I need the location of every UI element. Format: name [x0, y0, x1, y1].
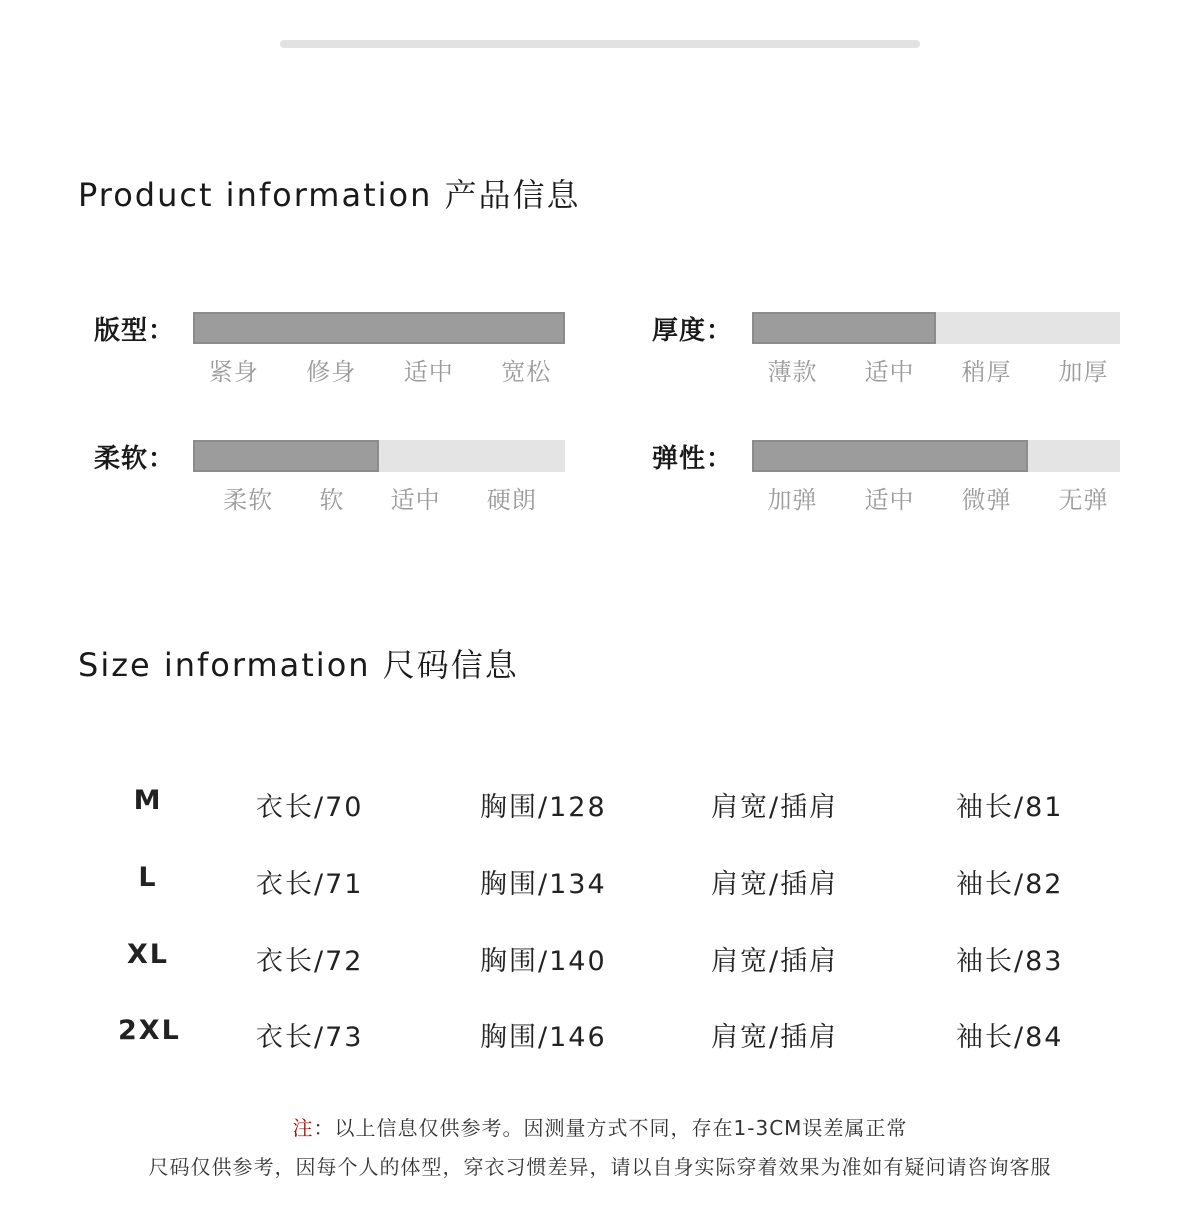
attr-thickness-bar-fill — [752, 312, 936, 344]
length-value: 衣长/71 — [256, 869, 364, 900]
note-prefix: 注 — [292, 1116, 314, 1140]
tick-label: 硬朗 — [486, 486, 537, 514]
tick-label: 宽松 — [501, 358, 552, 386]
size-row — [0, 1000, 1200, 1060]
tick-label: 适中 — [403, 358, 454, 386]
size-row — [0, 770, 1200, 830]
length-value: 衣长/72 — [256, 946, 364, 977]
length-value: 衣长/70 — [256, 792, 364, 823]
size-label: M — [133, 785, 163, 816]
length-value: 衣长/73 — [256, 1022, 364, 1053]
top-divider — [280, 40, 920, 48]
attr-softness-ticks — [200, 480, 560, 515]
tick-label: 无弹 — [1058, 486, 1109, 514]
attr-elasticity-label: 弹性： — [652, 444, 734, 474]
product-info-title: Product information 产品信息 — [78, 176, 581, 214]
tick-label: 适中 — [864, 358, 915, 386]
attr-elasticity-ticks — [744, 480, 1132, 515]
attr-thickness-bar — [752, 312, 1120, 344]
attr-fit-bar — [193, 312, 565, 344]
tick-label: 柔软 — [223, 486, 274, 514]
tick-label: 紧身 — [208, 358, 259, 386]
attr-softness-bar-fill — [193, 440, 379, 472]
tick-label: 适中 — [864, 486, 915, 514]
size-row — [0, 924, 1200, 984]
shoulder-value: 肩宽/插肩 — [711, 946, 839, 977]
sleeve-value: 袖长/81 — [956, 792, 1064, 823]
tick-label: 修身 — [306, 358, 357, 386]
attr-thickness-label: 厚度： — [652, 316, 734, 346]
size-label: 2XL — [118, 1015, 181, 1046]
tick-label: 加厚 — [1058, 358, 1109, 386]
shoulder-value: 肩宽/插肩 — [711, 1022, 839, 1053]
shoulder-value: 肩宽/插肩 — [711, 869, 839, 900]
tick-label: 薄款 — [767, 358, 818, 386]
disclaimer-line-1 — [0, 1112, 1200, 1141]
size-label: L — [138, 862, 158, 893]
sleeve-value: 袖长/83 — [956, 946, 1064, 977]
disclaimer-line-2: 尺码仅供参考，因每个人的体型，穿衣习惯差异，请以自身实际穿着效果为准如有疑问请咨询客服 — [148, 1155, 1052, 1179]
attr-softness-label: 柔软： — [94, 444, 176, 474]
tick-label: 软 — [319, 486, 345, 514]
size-info-title: Size information 尺码信息 — [78, 646, 519, 684]
attr-softness-bar — [193, 440, 565, 472]
shoulder-value: 肩宽/插肩 — [711, 792, 839, 823]
attr-thickness-ticks — [744, 352, 1132, 387]
attr-fit-ticks — [185, 352, 575, 387]
chest-value: 胸围/134 — [480, 869, 607, 900]
chest-value: 胸围/140 — [480, 946, 607, 977]
size-row — [0, 847, 1200, 907]
attr-elasticity-bar-fill — [752, 440, 1028, 472]
chest-value: 胸围/128 — [480, 792, 607, 823]
tick-label: 适中 — [390, 486, 441, 514]
size-label: XL — [126, 939, 170, 970]
tick-label: 稍厚 — [961, 358, 1012, 386]
attr-elasticity-bar — [752, 440, 1120, 472]
note-text: ：以上信息仅供参考。因测量方式不同，存在1-3CM误差属正常 — [313, 1116, 908, 1140]
chest-value: 胸围/146 — [480, 1022, 607, 1053]
attr-fit-label: 版型： — [94, 316, 176, 346]
tick-label: 微弹 — [961, 486, 1012, 514]
attr-fit-bar-fill — [193, 312, 565, 344]
sleeve-value: 袖长/84 — [956, 1022, 1064, 1053]
sleeve-value: 袖长/82 — [956, 869, 1064, 900]
tick-label: 加弹 — [767, 486, 818, 514]
